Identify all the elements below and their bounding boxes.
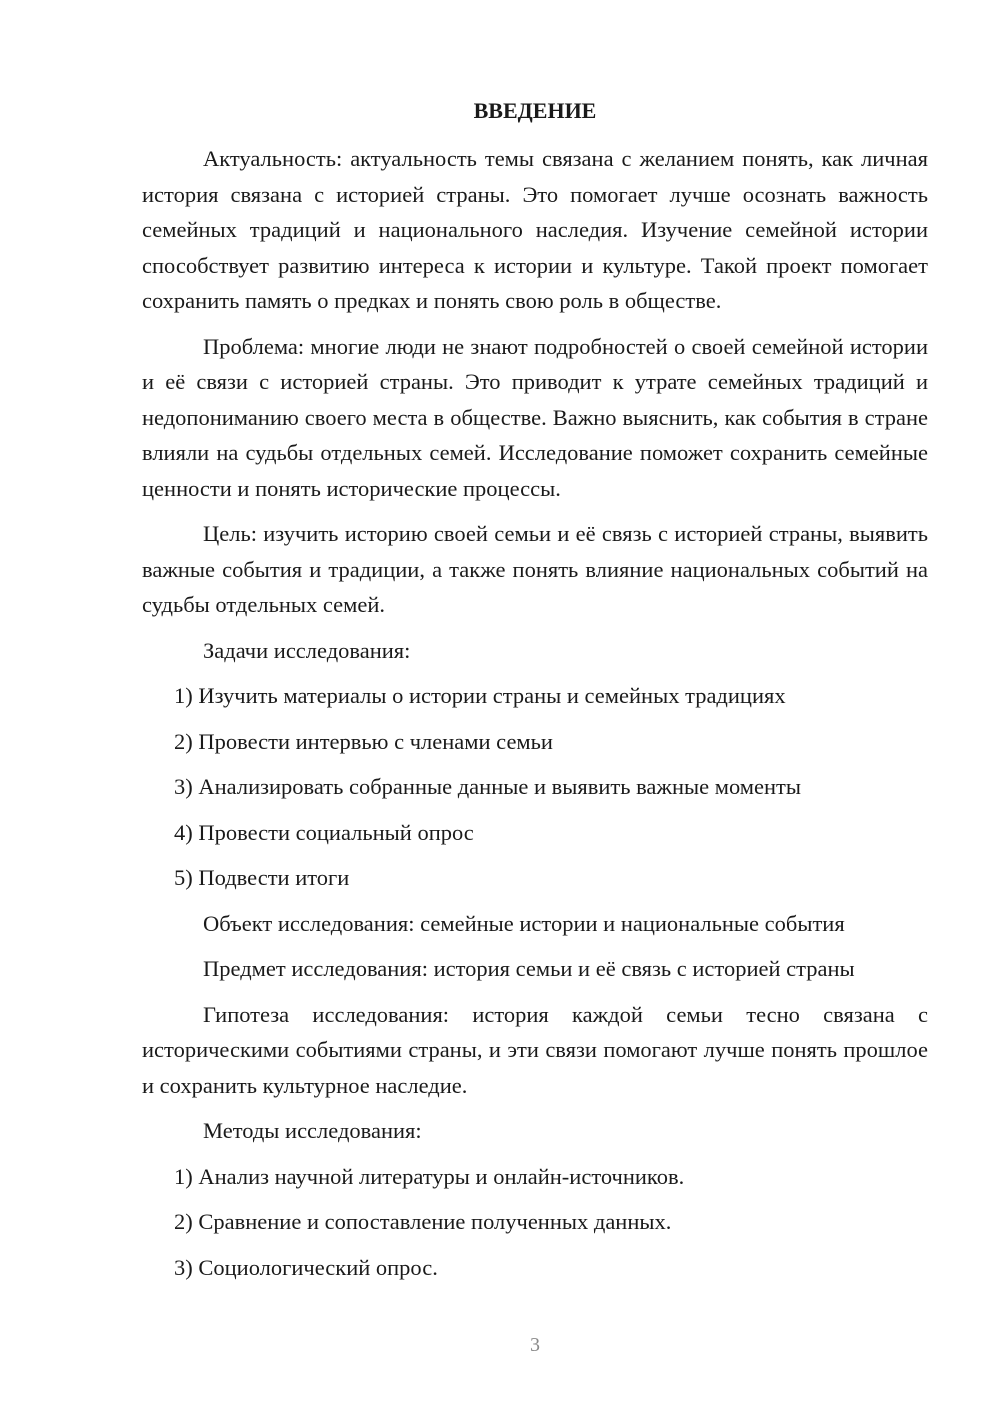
problem-paragraph: Проблема: многие люди не знают подробностей о своей семейной истории и её связи с историей страны. Это приводит к утрате семейных традиций и недопониманию своего места в обществе. Важно выяснить, как события в стране влияли на судьбы отдельных семей. Исследование поможет сохранить семейные ценности и понять исторические процессы. — [142, 333, 928, 501]
relevance-paragraph: Актуальность: актуальность темы связана с желанием понять, как личная история связана с историей страны. Это помогает лучше осознать важность семейных традиций и национального наследия. Изучение семейной истории способствует развитию интереса к истории и культуре. Такой проект помогает сохранить память о предках и понять свою роль в обществе. — [142, 146, 928, 313]
method-item: 1) Анализ научной литературы и онлайн-источников. — [174, 1163, 685, 1189]
tasks-heading: Задачи исследования: — [203, 637, 411, 663]
research-object: Объект исследования: семейные истории и национальные события — [203, 910, 845, 936]
method-item: 3) Социологический опрос. — [174, 1254, 438, 1280]
task-item: 5) Подвести итоги — [174, 865, 350, 890]
research-subject: Предмет исследования: история семьи и её связь с историей страны — [203, 956, 855, 981]
page-number: 3 — [530, 1334, 540, 1356]
task-item: 3) Анализировать собранные данные и выявить важные моменты — [174, 774, 802, 799]
task-item: 4) Провести социальный опрос — [174, 819, 474, 845]
method-item: 2) Сравнение и сопоставление полученных данных. — [174, 1209, 672, 1234]
document-page — [142, 93, 928, 1295]
page-title: ВВЕДЕНИЕ — [473, 98, 597, 123]
task-item: 2) Провести интервью с членами семьи — [174, 728, 553, 754]
methods-heading: Методы исследования: — [203, 1118, 422, 1143]
task-item: 1) Изучить материалы о истории страны и семейных традициях — [174, 683, 786, 708]
hypothesis-paragraph: Гипотеза исследования: история каждой семьи тесно связана с историческими событиями страны, и эти связи помогают лучше понять прошлое и сохранить культурное наследие. — [142, 1001, 928, 1098]
goal-paragraph: Цель: изучить историю своей семьи и её связь с историей страны, выявить важные события и традиции, а также понять влияние национальных событий на судьбы отдельных семей. — [142, 521, 928, 617]
